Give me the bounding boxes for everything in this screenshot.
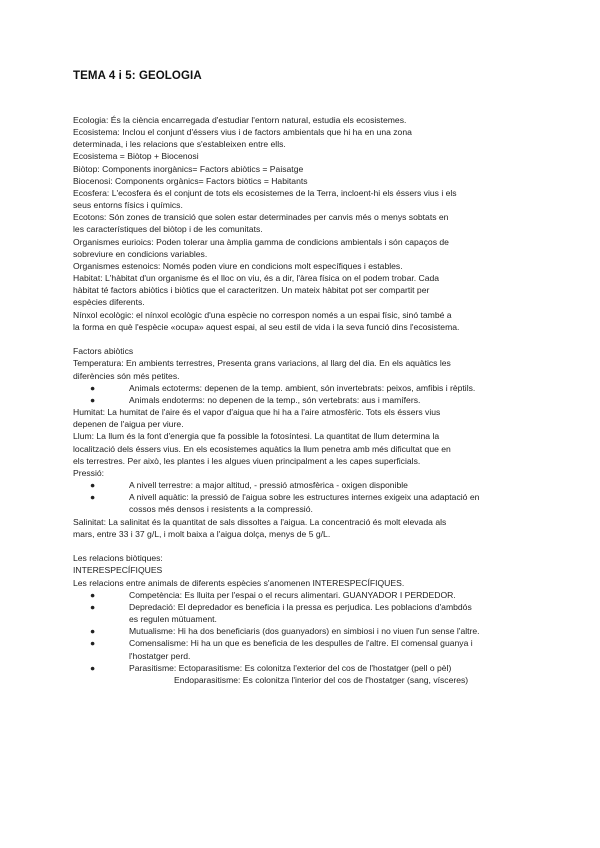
light-text: Llum: La llum és la font d'energia que fa possible la fotosíntesi. La quantitat de llum determina la <box>73 431 440 442</box>
temperature-bullet <box>73 394 535 406</box>
definition-line: Ecosfera: L'ecosfera és el conjunt de tots els ecosistemes de la Terra, incloent-hi els éssers vius i els <box>73 187 457 198</box>
pressure-heading: Pressió: <box>73 467 105 478</box>
bullet-icon: ● <box>90 382 96 393</box>
definition-line: sobreviure en condicions variables. <box>73 248 208 259</box>
relation-bullet <box>73 601 535 625</box>
relation-bullet <box>73 662 535 674</box>
definition-line: Ecotons: Són zones de transició que solen estar determinades per canvis més o menys sobtats en <box>73 212 449 223</box>
relation-bullet <box>73 637 535 661</box>
relation-bullet-continuation: l'hostatger perd. <box>129 650 191 661</box>
pressure-bullet-continuation: cossos més densos i resistents a la compressió. <box>129 504 313 515</box>
bullet-icon: ● <box>90 601 96 612</box>
relation-bullet-line: ● Comensalisme: Hi ha un que es beneficia de les despulles de l'altre. El comensal guanya i <box>90 638 473 649</box>
humidity-text: depenen de l'aigua per viure. <box>73 419 184 430</box>
definition-line: hàbitat té factors abiòtics i biòtics que el caracteritzen. Un mateix hàbitat pot ser compartit per <box>73 285 430 296</box>
pressure-bullet-line: ● A nivell terrestre: a major altitud, - pressió atmosfèrica - oxigen disponible <box>90 480 408 491</box>
page-title: TEMA 4 i 5: GEOLOGIA <box>73 70 202 82</box>
relation-bullet-line: ● Parasitisme: Ectoparasitisme: Es colonitza l'exterior del cos de l'hostatger (pell o pèl) <box>90 662 452 673</box>
definition-line: determinada, i les relacions que s'estableixen entre ells. <box>73 139 286 150</box>
definition-line: Ecosistema: Inclou el conjunt d'éssers vius i de factors ambientals que hi ha en una zona <box>73 127 412 138</box>
abiotic-section <box>73 345 535 540</box>
relation-bullet-continuation: es regulen mútuament. <box>129 614 217 625</box>
definition-line: Ecosistema = Biòtop + Biocenosi <box>73 151 199 162</box>
biotic-section <box>73 552 535 686</box>
bullet-icon: ● <box>90 662 96 673</box>
pressure-bullet-line: ● A nivell aquàtic: la pressió de l'aigua sobre les estructures internes exigeix una adaptació en <box>90 492 480 503</box>
temperature-bullet-line: ● Animals endoterms: no depenen de la temp., són vertebrats: aus i mamífers. <box>90 394 421 405</box>
definition-line: Biocenosi: Components orgànics= Factors biòtics = Habitants <box>73 175 308 186</box>
bullet-icon: ● <box>90 589 96 600</box>
relation-bullet <box>73 625 535 637</box>
interspecific-heading: INTERESPECÍFIQUES <box>73 565 163 576</box>
pressure-bullet <box>73 491 535 515</box>
salinity-text: mars, entre 33 i 37 g/L, i molt baixa a l'aigua dolça, menys de 5 g/L. <box>73 528 331 539</box>
endoparasitism-line: Endoparasitisme: Es colonitza l'interior del cos de l'hostatger (sang, vísceres) <box>174 674 469 685</box>
pressure-bullet <box>73 479 535 491</box>
temperature-text: Temperatura: En ambients terrestres, Presenta grans variacions, al llarg del dia. En els aquàtics les <box>73 358 451 369</box>
biotic-heading: Les relacions biòtiques: <box>73 553 163 564</box>
relation-bullet <box>73 589 535 601</box>
definition-line: seus entorns físics i químics. <box>73 200 183 211</box>
light-text: localització dels éssers vius. En els ecosistemes aquàtics la llum penetra amb més dificultat que en <box>73 443 451 454</box>
document-body <box>73 114 535 686</box>
definition-line: Organismes estenoics: Només poden viure en condicions molt específiques i estables. <box>73 260 403 271</box>
temperature-bullet-line: ● Animals ectoterms: depenen de la temp. ambient, són invertebrats: peixos, amfibis i rèptils. <box>90 382 476 393</box>
definition-line: Ecologia: És la ciència encarregada d'estudiar l'entorn natural, estudia els ecosistemes. <box>73 115 407 125</box>
bullet-icon: ● <box>90 638 96 649</box>
bullet-icon: ● <box>90 394 96 405</box>
humidity-text: Humitat: La humitat de l'aire és el vapor d'aigua que hi ha a l'aire atmosfèric. Tots els éssers vius <box>73 407 441 418</box>
salinity-text: Salinitat: La salinitat és la quantitat de sals dissoltes a l'aigua. La concentració és molt elevada als <box>73 516 447 527</box>
definition-line: Habitat: L'hàbitat d'un organisme és el lloc on viu, és a dir, l'àrea física on el podem trobar. Cada <box>73 273 440 284</box>
definition-line: espècies diferents. <box>73 297 145 308</box>
relation-bullet-line: ● Mutualisme: Hi ha dos beneficiaris (dos guanyadors) en simbiosi i no viuen l'un sense l'altre. <box>90 626 480 637</box>
temperature-text: diferències són més petites. <box>73 370 180 381</box>
bullet-icon: ● <box>90 492 96 503</box>
definition-line: Biòtop: Components inorgànics= Factors abiòtics = Paisatge <box>73 163 304 174</box>
abiotic-heading: Factors abiòtics <box>73 346 134 357</box>
interspecific-intro: Les relacions entre animals de diferents espècies s'anomenen INTERESPECÍFIQUES. <box>73 577 405 588</box>
definition-line: les característiques del biòtop i de les comunitats. <box>73 224 263 235</box>
relation-bullet-line: ● Competència: Es lluita per l'espai o el recurs alimentari. GUANYADOR I PERDEDOR. <box>90 589 456 600</box>
definition-line: la forma en què l'espècie «ocupa» aquest espai, al seu estil de vida i la seva funció dins l'ecosistema. <box>73 321 460 332</box>
relation-bullet-line: ● Depredació: El depredador es beneficia i la pressa es perjudica. Les poblacions d'ambdós <box>90 601 472 612</box>
definitions-section <box>73 114 535 333</box>
bullet-icon: ● <box>90 480 96 491</box>
light-text: els terrestres. Per això, les plantes i les algues viuen principalment a les capes superficials. <box>73 455 421 466</box>
definition-line: Organismes eurioics: Poden tolerar una àmplia gamma de condicions ambientals i són capaços de <box>73 236 449 247</box>
temperature-bullet <box>73 382 535 394</box>
bullet-icon: ● <box>90 626 96 637</box>
definition-line: Nínxol ecològic: el nínxol ecològic d'una espècie no correspon només a un espai físic, sinó també a <box>73 309 452 320</box>
